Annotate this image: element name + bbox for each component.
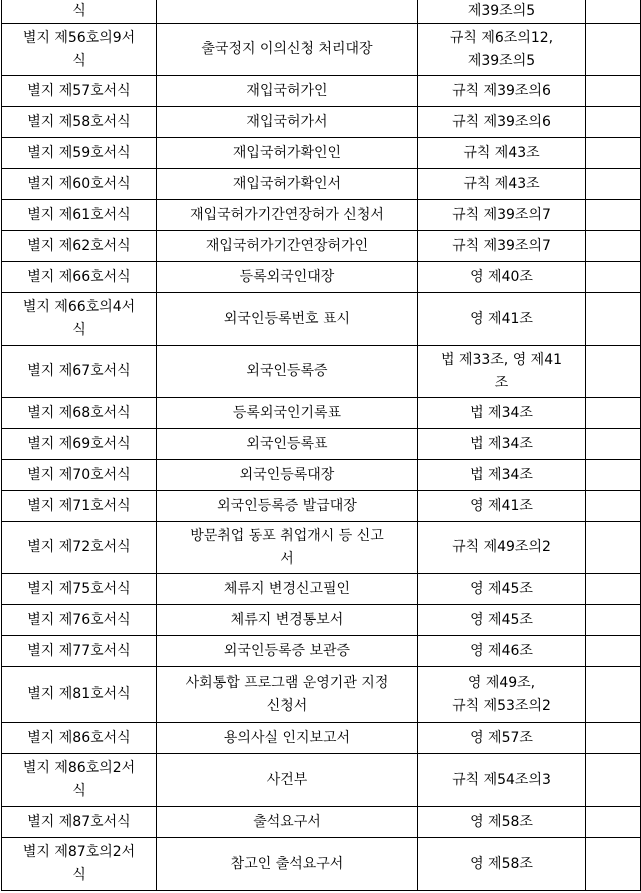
table-row — [2, 398, 641, 429]
form-list-body — [2, 0, 641, 891]
form-title-text: 등록외국인기록표 — [232, 404, 342, 421]
table-row — [2, 262, 641, 293]
note-cell — [586, 723, 641, 754]
legal-basis-text: 영 제40조 — [470, 268, 533, 285]
table-row — [2, 76, 641, 107]
form-number-text: 별지 제66호서식 — [27, 268, 131, 285]
note-cell — [586, 605, 641, 636]
legal-basis-cell — [418, 754, 586, 807]
legal-basis-text: 영 제41조 — [470, 497, 533, 514]
note-cell — [586, 754, 641, 807]
table-row — [2, 138, 641, 169]
form-number-text: 별지 제59호서식 — [27, 144, 131, 161]
table-row — [2, 723, 641, 754]
table-row — [2, 522, 641, 574]
legal-basis-text: 영 제46조 — [470, 642, 533, 659]
form-title-cell — [157, 636, 418, 667]
legal-basis-cell — [418, 636, 586, 667]
legal-basis-cell — [418, 838, 586, 891]
table-row — [2, 200, 641, 231]
form-number-cell — [2, 429, 157, 460]
form-title-text: 체류지 변경신고필인 — [223, 580, 351, 597]
legal-basis-cell — [418, 574, 586, 605]
form-number-cell — [2, 0, 157, 24]
note-cell — [586, 491, 641, 522]
legal-basis-text: 규칙 제39조의7 — [452, 237, 551, 254]
table-row — [2, 169, 641, 200]
form-title-cell — [157, 200, 418, 231]
form-number-cell — [2, 76, 157, 107]
legal-basis-text: 규칙 제49조의2 — [452, 539, 551, 555]
table-row — [2, 346, 641, 398]
form-number-text: 별지 제86호의2서 식 — [22, 760, 136, 799]
form-list-table — [1, 0, 641, 891]
legal-basis-text: 규칙 제54조의3 — [452, 771, 551, 788]
note-cell — [586, 807, 641, 838]
note-cell — [586, 0, 641, 24]
form-number-text: 별지 제57호서식 — [27, 82, 131, 99]
form-title-text: 재입국허가인 — [246, 82, 328, 99]
legal-basis-text: 규칙 제6조의12, 제39조의5 — [449, 29, 554, 69]
note-cell — [586, 200, 641, 231]
legal-basis-cell — [418, 76, 586, 107]
form-number-text: 별지 제75호서식 — [27, 580, 131, 597]
legal-basis-cell — [418, 807, 586, 838]
legal-basis-text: 규칙 제43조 — [463, 144, 540, 161]
legal-basis-text: 제39조의5 — [467, 3, 536, 19]
form-number-cell — [2, 398, 157, 429]
legal-basis-cell — [418, 723, 586, 754]
form-title-text: 재입국허가기간연장허가 신청서 — [190, 206, 384, 223]
table-row — [2, 754, 641, 807]
legal-basis-text: 규칙 제39조의7 — [452, 206, 551, 223]
legal-basis-text: 영 제58조 — [470, 855, 533, 872]
legal-basis-cell — [418, 231, 586, 262]
legal-basis-text: 규칙 제43조 — [463, 175, 540, 192]
form-number-text: 별지 제76호서식 — [27, 611, 131, 628]
form-number-text: 별지 제72호서식 — [27, 539, 131, 555]
form-number-text: 별지 제58호서식 — [27, 113, 131, 130]
note-cell — [586, 76, 641, 107]
form-number-cell — [2, 754, 157, 807]
legal-basis-cell — [418, 107, 586, 138]
form-number-cell — [2, 491, 157, 522]
form-title-text: 출석요구서 — [253, 813, 321, 830]
form-number-cell — [2, 107, 157, 138]
form-title-text: 외국인등록표 — [246, 435, 328, 452]
legal-basis-text: 영 제45조 — [470, 580, 533, 597]
form-number-text: 별지 제69호서식 — [27, 435, 131, 452]
form-title-cell — [157, 723, 418, 754]
table-row — [2, 491, 641, 522]
form-number-cell — [2, 522, 157, 574]
table-row — [2, 636, 641, 667]
form-number-cell — [2, 807, 157, 838]
form-title-cell — [157, 107, 418, 138]
form-number-text: 별지 제61호서식 — [27, 206, 131, 223]
form-number-cell — [2, 605, 157, 636]
form-number-cell — [2, 723, 157, 754]
form-title-cell — [157, 76, 418, 107]
form-title-cell — [157, 605, 418, 636]
form-title-text: 참고인 출석요구서 — [230, 855, 344, 872]
form-number-text: 별지 제67호서식 — [27, 363, 131, 379]
form-title-text: 용의사실 인지보고서 — [223, 729, 351, 746]
table-row — [2, 0, 641, 24]
legal-basis-text: 법 제33조, 영 제41 조 — [440, 351, 563, 391]
form-number-cell — [2, 231, 157, 262]
legal-basis-text: 영 제57조 — [470, 729, 533, 746]
form-title-cell — [157, 460, 418, 491]
legal-basis-text: 영 제49조, 규칙 제53조의2 — [452, 674, 551, 714]
form-number-cell — [2, 293, 157, 346]
legal-basis-text: 법 제34조 — [470, 466, 533, 483]
form-title-cell — [157, 262, 418, 293]
legal-basis-cell — [418, 460, 586, 491]
legal-basis-text: 영 제58조 — [470, 813, 533, 830]
note-cell — [586, 574, 641, 605]
form-number-text: 별지 제77호서식 — [27, 642, 131, 659]
form-number-text: 식 — [72, 3, 86, 19]
legal-basis-cell — [418, 667, 586, 723]
note-cell — [586, 460, 641, 491]
form-title-cell — [157, 138, 418, 169]
note-cell — [586, 231, 641, 262]
form-number-cell — [2, 200, 157, 231]
form-title-cell — [157, 491, 418, 522]
form-number-text: 별지 제70호서식 — [27, 466, 131, 483]
form-number-text: 별지 제56호의9서 식 — [22, 29, 136, 69]
note-cell — [586, 667, 641, 723]
form-title-text: 사회통합 프로그램 운영기관 지정 신청서 — [185, 674, 389, 714]
form-title-cell — [157, 398, 418, 429]
form-number-cell — [2, 138, 157, 169]
table-row — [2, 107, 641, 138]
table-row — [2, 460, 641, 491]
table-row — [2, 293, 641, 346]
form-number-cell — [2, 838, 157, 891]
form-title-text: 등록외국인대장 — [239, 268, 335, 285]
note-cell — [586, 169, 641, 200]
form-title-cell — [157, 0, 418, 24]
form-title-text: 외국인등록증 — [246, 363, 328, 379]
table-row — [2, 231, 641, 262]
legal-basis-cell — [418, 346, 586, 398]
note-cell — [586, 398, 641, 429]
note-cell — [586, 262, 641, 293]
form-title-cell — [157, 346, 418, 398]
table-row — [2, 429, 641, 460]
legal-basis-cell — [418, 138, 586, 169]
note-cell — [586, 138, 641, 169]
legal-basis-cell — [418, 398, 586, 429]
table-row — [2, 667, 641, 723]
legal-basis-cell — [418, 293, 586, 346]
legal-basis-cell — [418, 429, 586, 460]
form-number-cell — [2, 346, 157, 398]
note-cell — [586, 107, 641, 138]
form-title-cell — [157, 231, 418, 262]
table-row — [2, 807, 641, 838]
legal-basis-cell — [418, 605, 586, 636]
note-cell — [586, 636, 641, 667]
table-row — [2, 605, 641, 636]
form-title-cell — [157, 754, 418, 807]
form-number-text: 별지 제60호서식 — [27, 175, 131, 192]
legal-basis-text: 규칙 제39조의6 — [452, 82, 551, 99]
form-title-text: 체류지 변경통보서 — [230, 611, 344, 628]
form-number-text: 별지 제66호의4서 식 — [22, 299, 136, 338]
form-title-text: 재입국허가확인서 — [232, 175, 342, 192]
form-title-text: 외국인등록대장 — [239, 466, 335, 483]
form-title-text: 방문취업 동포 취업개시 등 신고 서 — [190, 527, 384, 567]
note-cell — [586, 346, 641, 398]
form-title-text: 재입국허가서 — [246, 113, 328, 130]
form-number-text: 별지 제81호서식 — [27, 686, 131, 702]
note-cell — [586, 293, 641, 346]
legal-basis-cell — [418, 522, 586, 574]
form-number-cell — [2, 262, 157, 293]
legal-basis-text: 법 제34조 — [470, 435, 533, 452]
legal-basis-cell — [418, 0, 586, 24]
form-number-cell — [2, 667, 157, 723]
form-number-text: 별지 제87호서식 — [27, 813, 131, 830]
form-number-text: 별지 제62호서식 — [27, 237, 131, 254]
form-title-cell — [157, 574, 418, 605]
form-title-text: 사건부 — [266, 771, 308, 788]
legal-basis-text: 법 제34조 — [470, 404, 533, 421]
form-title-cell — [157, 429, 418, 460]
form-title-cell — [157, 838, 418, 891]
form-title-text: 출국정지 이의신청 처리대장 — [201, 41, 373, 57]
legal-basis-cell — [418, 169, 586, 200]
form-title-text: 외국인등록증 발급대장 — [217, 497, 357, 514]
form-number-text: 별지 제68호서식 — [27, 404, 131, 421]
form-number-cell — [2, 169, 157, 200]
note-cell — [586, 24, 641, 76]
legal-basis-cell — [418, 200, 586, 231]
form-number-cell — [2, 24, 157, 76]
form-title-cell — [157, 24, 418, 76]
form-number-text: 별지 제71호서식 — [27, 497, 131, 514]
note-cell — [586, 429, 641, 460]
legal-basis-cell — [418, 491, 586, 522]
note-cell — [586, 838, 641, 891]
form-title-text: 외국인등록증 보관증 — [223, 642, 351, 659]
form-number-cell — [2, 636, 157, 667]
form-title-cell — [157, 522, 418, 574]
form-title-cell — [157, 667, 418, 723]
table-row — [2, 574, 641, 605]
note-cell — [586, 522, 641, 574]
form-title-text: 재입국허가확인인 — [232, 144, 342, 161]
form-title-cell — [157, 807, 418, 838]
form-title-cell — [157, 169, 418, 200]
legal-basis-text: 규칙 제39조의6 — [452, 113, 551, 130]
legal-basis-text: 영 제41조 — [470, 310, 533, 327]
table-row — [2, 838, 641, 891]
form-title-text: 재입국허가기간연장허가인 — [205, 237, 369, 254]
table-row — [2, 24, 641, 76]
form-number-text: 별지 제87호의2서 식 — [22, 844, 136, 883]
form-number-cell — [2, 460, 157, 491]
form-title-cell — [157, 293, 418, 346]
legal-basis-text: 영 제45조 — [470, 611, 533, 628]
legal-basis-cell — [418, 262, 586, 293]
form-number-cell — [2, 574, 157, 605]
form-title-text: 외국인등록번호 표시 — [223, 310, 351, 327]
legal-basis-cell — [418, 24, 586, 76]
form-number-text: 별지 제86호서식 — [27, 729, 131, 746]
